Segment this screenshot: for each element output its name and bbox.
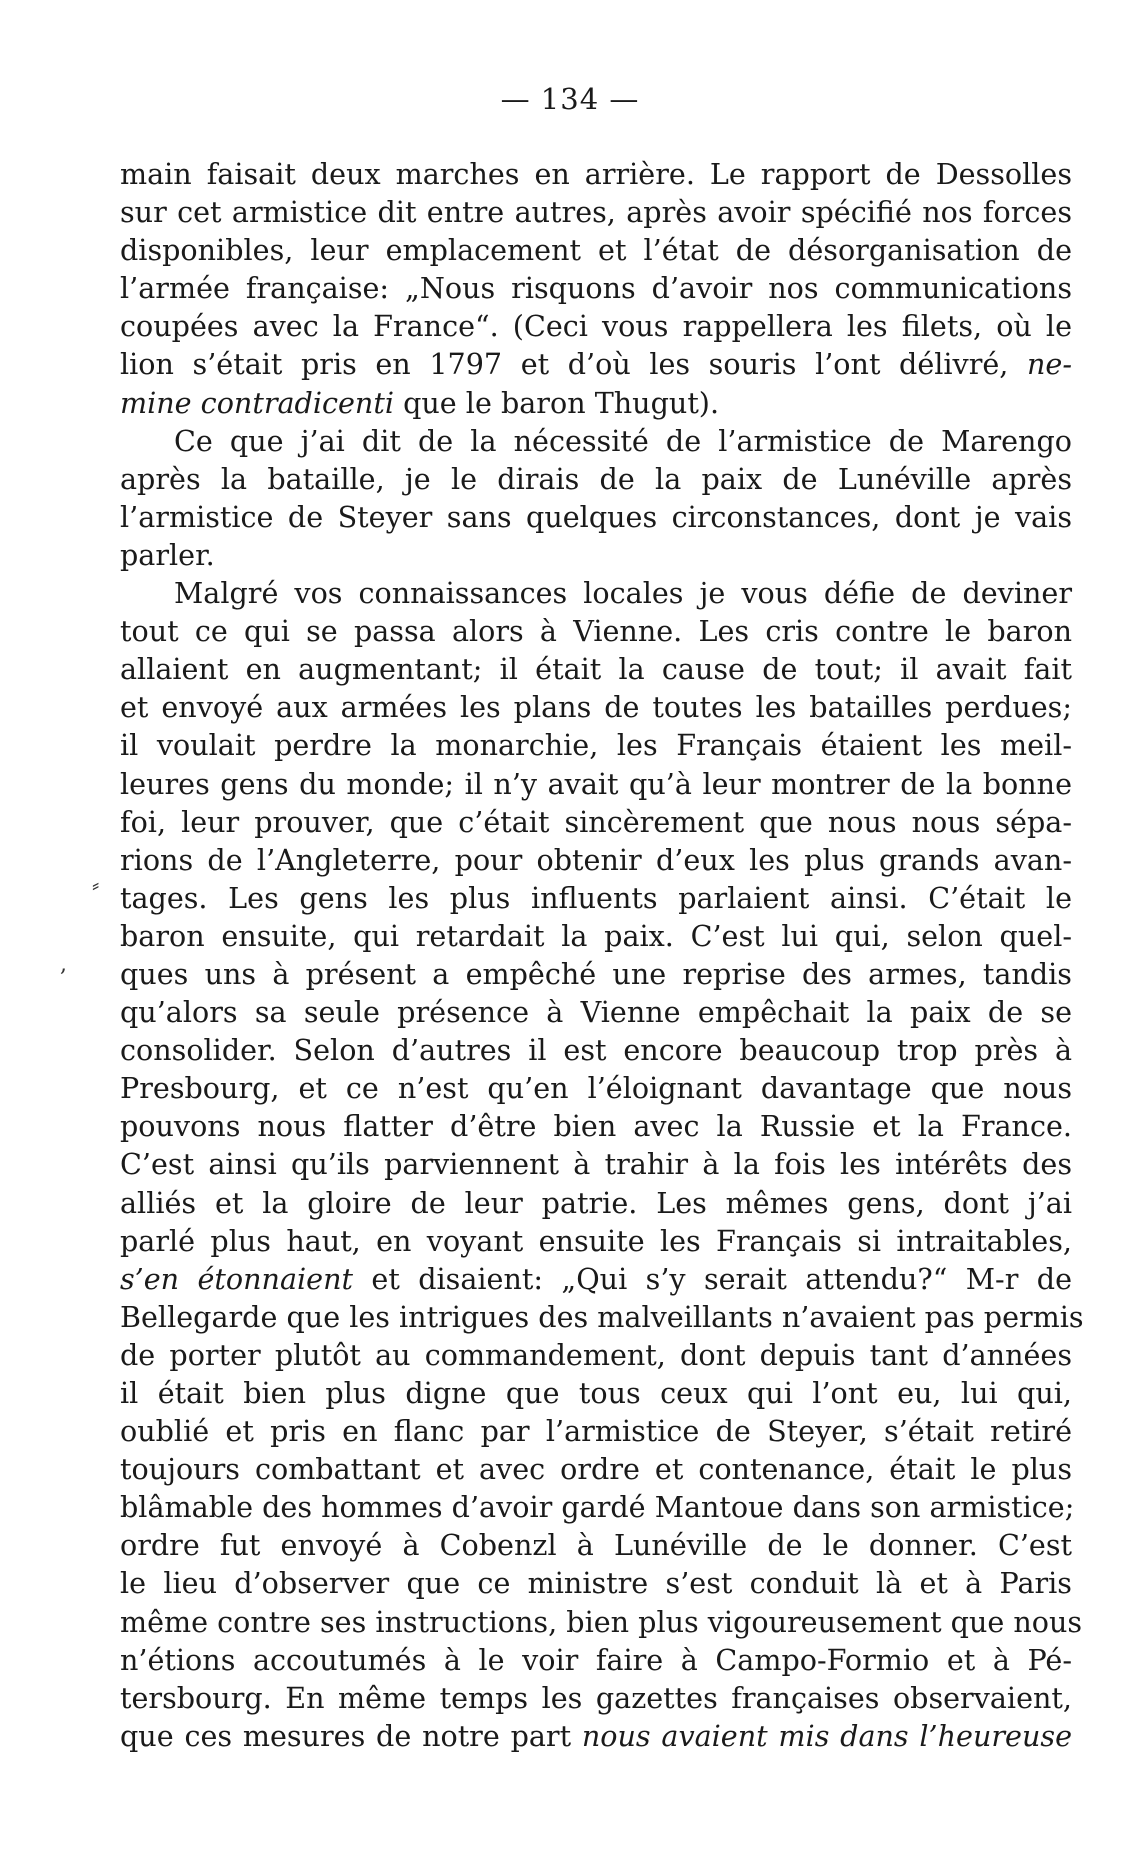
text-segment: main faisait deux marches en arrière. Le rapport de Dessolles [120, 157, 1072, 191]
text-line [120, 726, 1072, 764]
text-line [120, 803, 1072, 841]
text-line [120, 1222, 1072, 1260]
text-line [120, 955, 1072, 993]
text-segment: coupées avec la France“. (Ceci vous rappellera les filets, où le [120, 309, 1072, 344]
body-text [120, 155, 1084, 1755]
text-line [120, 1488, 1075, 1526]
text-segment: blâmable des hommes d’avoir gardé Mantoue dans son armistice; [120, 1490, 1075, 1525]
text-segment: toujours combattant et avec ordre et contenance, était le plus [120, 1452, 1072, 1487]
text-segment: ordre fut envoyé à Cobenzl à Lunéville de le donner. C’est [120, 1528, 1072, 1563]
text-line [120, 993, 1072, 1031]
text-line [120, 345, 1072, 383]
margin-mark-icon: ⸗ [92, 873, 100, 898]
text-segment: parler. [120, 537, 215, 572]
text-segment: l’armée française: „Nous risquons d’avoir nos communications [120, 271, 1072, 306]
text-segment: tages. Les gens les plus influents parlaient ainsi. C’était le [120, 880, 1072, 915]
italic-text: ne- [1027, 347, 1072, 382]
text-segment: et disaient: „Qui s’y serait attendu?“ M-r de [353, 1261, 1073, 1296]
text-line [120, 1526, 1072, 1564]
text-line [120, 498, 1072, 536]
text-line [120, 1717, 1072, 1755]
italic-text: mine contradicenti [120, 385, 394, 420]
text-segment: qu’alors sa seule présence à Vienne empêchait la paix de se [120, 995, 1072, 1030]
text-segment: rions de l’Angleterre, pour obtenir d’eux les plus grands avan- [120, 842, 1072, 877]
text-line [120, 1603, 1083, 1641]
text-line [120, 536, 1072, 574]
text-segment: C’est ainsi qu’ils parviennent à trahir à la fois les intérêts des [120, 1147, 1072, 1182]
text-line [120, 879, 1072, 917]
text-line [120, 1145, 1072, 1183]
text-segment: parlé plus haut, en voyant ensuite les Français si intraitables, [120, 1223, 1072, 1258]
text-segment: Ce que j’ai dit de la nécessité de l’armistice de Marengo [174, 423, 1072, 458]
text-line [120, 765, 1072, 803]
text-segment: Presbourg, et ce n’est qu’en l’éloignant davantage que nous [120, 1071, 1072, 1106]
text-segment: même contre ses instructions, bien plus vigoureusement que nous [120, 1604, 1083, 1639]
margin-tick-icon: , [60, 952, 67, 977]
text-segment: et envoyé aux armées les plans de toutes les batailles perdues; [120, 690, 1072, 725]
text-line [120, 193, 1072, 231]
text-segment: tersbourg. En même temps les gazettes françaises observaient, [120, 1680, 1072, 1715]
text-segment: que ces mesures de notre part [120, 1718, 582, 1753]
text-segment: foi, leur prouver, que c’était sincèrement que nous nous sépa- [120, 804, 1072, 839]
text-line [120, 1336, 1072, 1374]
text-line [120, 1031, 1072, 1069]
text-line [120, 650, 1072, 688]
text-segment: ques uns à présent a empêché une reprise des armes, tandis [120, 956, 1072, 991]
page-number: — 134 — [500, 82, 640, 116]
text-line [120, 612, 1072, 650]
text-segment: n’étions accoutumés à le voir faire à Campo-Formio et à Pé- [120, 1642, 1072, 1677]
text-line [120, 1260, 1072, 1298]
text-segment: baron ensuite, qui retardait la paix. C’est lui qui, selon quel- [120, 918, 1072, 953]
text-segment: il voulait perdre la monarchie, les Français étaient les meil- [120, 728, 1072, 763]
text-line [120, 307, 1072, 345]
text-segment: de porter plutôt au commandement, dont depuis tant d’années [120, 1337, 1072, 1372]
italic-text: nous avaient mis dans l’heureuse [581, 1718, 1072, 1753]
text-segment: il était bien plus digne que tous ceux qui l’ont eu, lui qui, [120, 1376, 1072, 1410]
text-line [120, 1679, 1072, 1717]
text-line [120, 384, 1072, 422]
text-line [120, 155, 1072, 193]
text-segment: Bellegarde que les intrigues des malveillants n’avaient pas permis [120, 1299, 1084, 1334]
text-line [120, 1641, 1072, 1679]
text-line [120, 460, 1072, 498]
text-line [120, 1069, 1072, 1107]
text-segment: que le baron Thugut). [393, 385, 720, 420]
text-segment: après la bataille, je le dirais de la paix de Lunéville après [120, 461, 1072, 496]
text-segment: alliés et la gloire de leur patrie. Les mêmes gens, dont j’ai [120, 1185, 1072, 1220]
text-segment: tout ce qui se passa alors à Vienne. Les cris contre le baron [120, 614, 1072, 649]
text-segment: allaient en augmentant; il était la cause de tout; il avait fait [120, 652, 1072, 687]
text-line [120, 1564, 1072, 1602]
text-segment: l’armistice de Steyer sans quelques circonstances, dont je vais [120, 499, 1072, 534]
text-line [120, 574, 1072, 612]
text-segment: pouvons nous flatter d’être bien avec la Russie et la France. [120, 1109, 1072, 1144]
text-segment: oublié et pris en flanc par l’armistice de Steyer, s’était retiré [120, 1414, 1072, 1449]
text-line [120, 917, 1072, 955]
text-line [120, 231, 1072, 269]
text-line [120, 1107, 1072, 1145]
text-line [120, 422, 1072, 460]
text-line [120, 1374, 1072, 1412]
text-segment: le lieu d’observer que ce ministre s’est conduit là et à Paris [120, 1566, 1072, 1601]
text-line [120, 1450, 1072, 1488]
text-line [120, 1298, 1084, 1336]
text-segment: consolider. Selon d’autres il est encore beaucoup trop près à [120, 1033, 1072, 1068]
text-line [120, 1412, 1072, 1450]
text-segment: leures gens du monde; il n’y avait qu’à leur montrer de la bonne [120, 766, 1072, 801]
text-line [120, 688, 1072, 726]
italic-text: s’en étonnaient [120, 1261, 353, 1296]
text-segment: disponibles, leur emplacement et l’état de désorganisation de [120, 233, 1072, 268]
text-line [120, 1184, 1072, 1222]
text-segment: sur cet armistice dit entre autres, après avoir spécifié nos forces [120, 195, 1072, 230]
text-segment: Malgré vos connaissances locales je vous défie de deviner [174, 576, 1072, 611]
text-line [120, 841, 1072, 879]
text-line [120, 269, 1072, 307]
text-segment: lion s’était pris en 1797 et d’où les souris l’ont délivré, [120, 347, 1027, 382]
